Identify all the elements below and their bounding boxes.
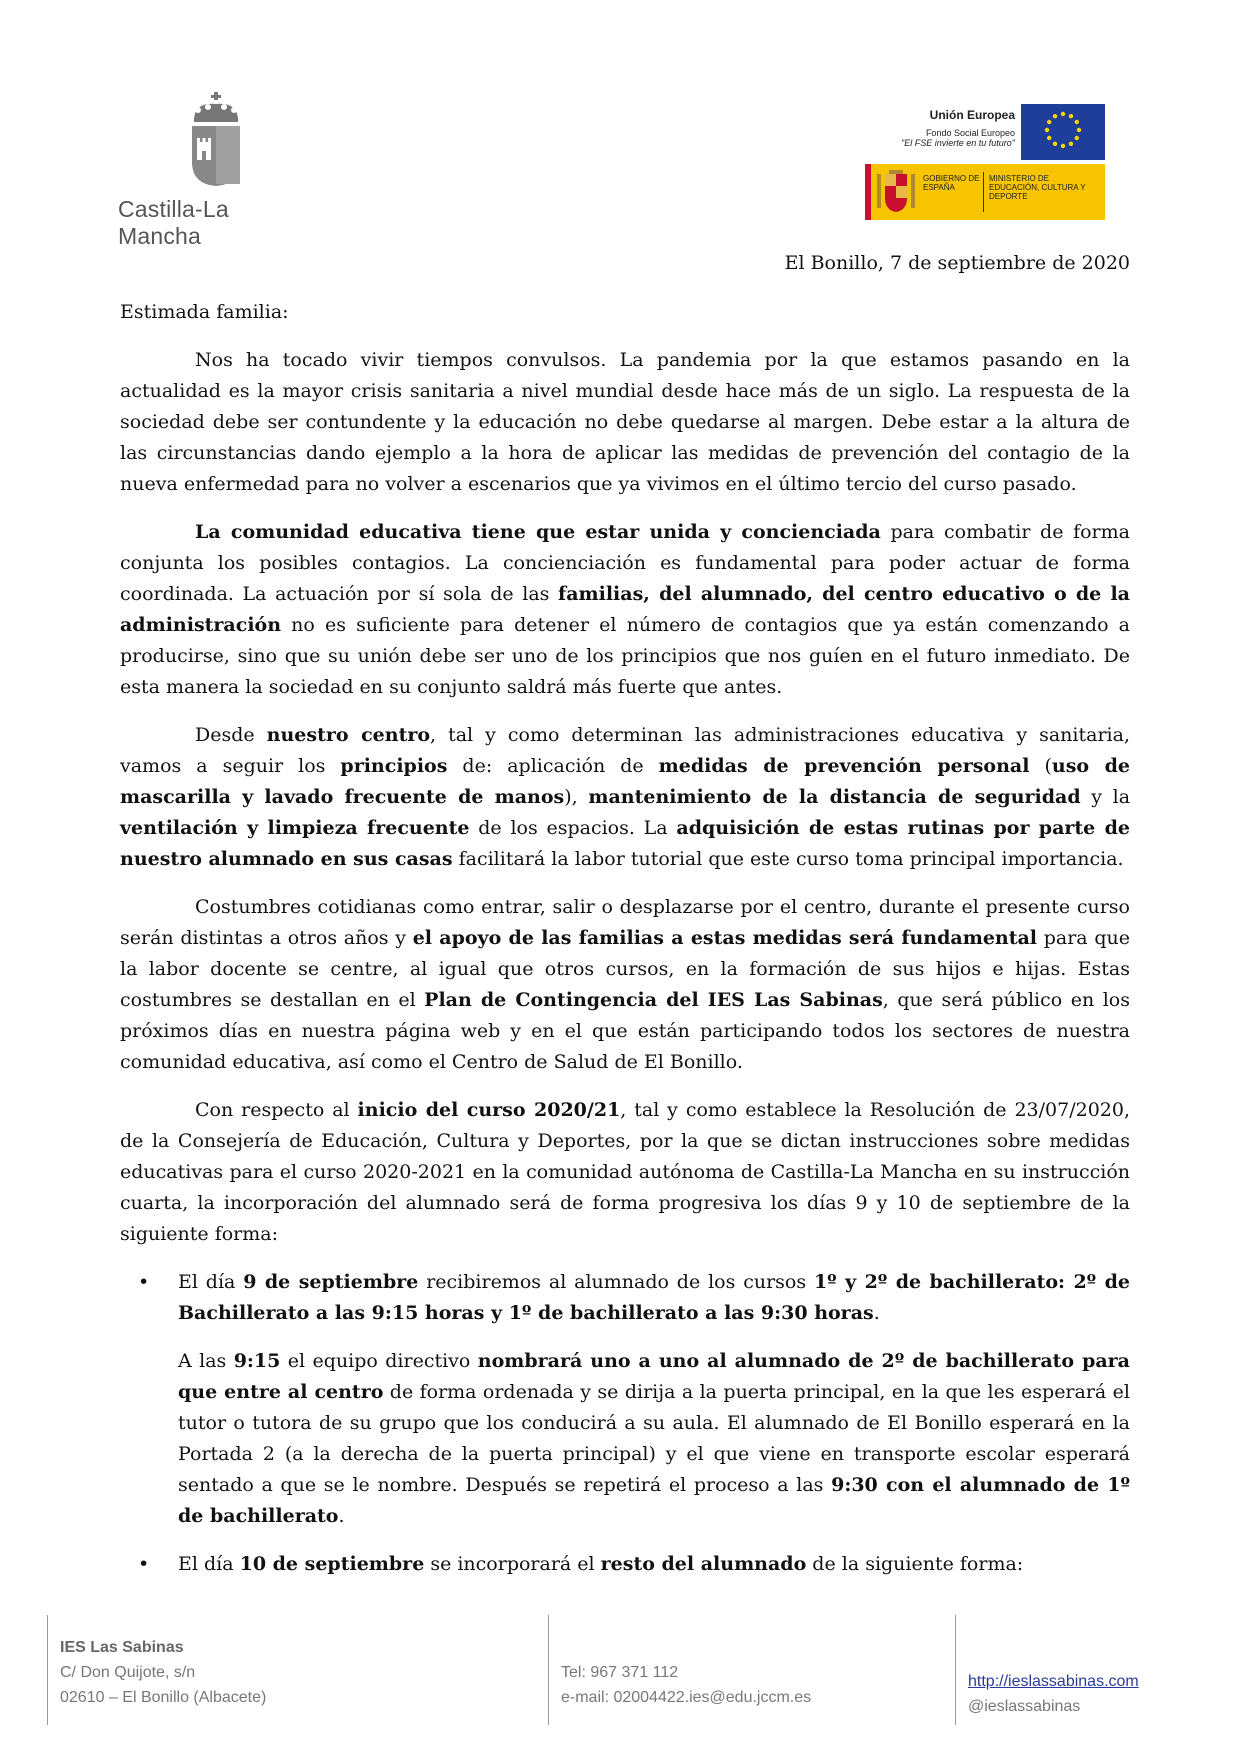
bullet-2-text: El día 10 de septiembre se incorporará el resto del alumnado de la siguiente forma: (178, 1553, 1024, 1575)
bullet-marker: • (138, 1553, 150, 1575)
letter-body (120, 297, 1130, 1597)
footer-school-name: IES Las Sabinas (60, 1639, 184, 1656)
paragraph-3: Desde nuestro centro, tal y como determinan las administraciones educativa y sanitaria, vamos a seguir los principios de: aplicación de medidas de prevención personal (uso de mascarilla y lavado frecuente de manos), mantenimiento de la distancia de seguridad y la ventilación y limpieza frecuente de los espacios. La adquisición de estas rutinas por parte de nuestro alumnado en sus casas facilitará la labor tutorial que este curso toma principal importancia. (120, 724, 1131, 870)
castilla-la-mancha-wordmark: Castilla-La Mancha (118, 196, 229, 249)
footer-social-handle: @ieslassabinas (968, 1698, 1081, 1715)
ministerio-text: MINISTERIO DE EDUCACIÓN, CULTURA Y DEPORTE (989, 174, 1086, 201)
eu-flag-icon (1021, 104, 1105, 160)
footer-web-block (955, 1615, 1208, 1725)
paragraph-4: Costumbres cotidianas como entrar, salir o desplazarse por el centro, durante el presente curso serán distintas a otros años y el apoyo de las familias a estas medidas será fundamental para que la labor docente se centre, al igual que otros cursos, en la formación de sus hijos e hijas. Estas costumbres se destallan en el Plan de Contingencia del IES Las Sabinas, que será público en los próximos días en nuestra página web y en el que están participando todos los sectores de nuestra comunidad educativa, así como el Centro de Salud de El Bonillo. (120, 896, 1130, 1073)
eu-funding-logos (865, 104, 1105, 220)
footer-phone: Tel: 967 371 112 (561, 1664, 679, 1681)
gobierno-divider (983, 172, 984, 212)
bullet-1-detail: A las 9:15 el equipo directivo nombrará uno a uno al alumnado de 2º de bachillerato para que entre al centro de forma ordenada y se dirija a la puerta principal, en la que les esperará el tutor o tutora de su grupo que los conducirá a su aula. El alumnado de El Bonillo esperará en la Portada 2 (a la derecha de la puerta principal) y el que viene en transporte escolar esperará sentado a que se le nombre. Después se repetirá el proceso a las 9:30 con el alumnado de 1º de bachillerato. (178, 1350, 1130, 1527)
bullet-marker: • (138, 1271, 150, 1293)
spain-coat-of-arms-icon (875, 170, 917, 214)
page-footer (0, 1615, 1241, 1735)
footer-email: e-mail: 02004422.ies@edu.jccm.es (561, 1689, 812, 1706)
gobierno-text: GOBIERNO DE ESPAÑA (923, 174, 980, 192)
castilla-la-mancha-logo (118, 92, 318, 249)
list-item (120, 1549, 1130, 1580)
eu-title: Unión Europea (929, 108, 1015, 122)
greeting: Estimada familia: (120, 301, 289, 323)
eu-text-block (865, 104, 1015, 160)
list-item (120, 1267, 1130, 1532)
castle-crest-icon (188, 92, 244, 188)
paragraph-2: La comunidad educativa tiene que estar unida y concienciada para combatir de forma conjunta los posibles contagios. La concienciación es fundamental para poder actuar de forma coordinada. La actuación por sí sola de las familias, del alumnado, del centro educativo o de la administración no es suficiente para detener el número de contagios que ya están comenzando a producirse, sino que su unión debe ser uno de los principios que nos guíen en el futuro inmediato. De esta manera la sociedad en su conjunto saldrá más fuerte que antes. (120, 521, 1130, 698)
eu-fund-name: Fondo Social Europeo (925, 128, 1015, 138)
paragraph-1: Nos ha tocado vivir tiempos convulsos. La pandemia por la que estamos pasando en la actualidad es la mayor crisis sanitaria a nivel mundial desde hace más de un siglo. La respuesta de la sociedad debe ser contundente y la educación no debe quedarse al margen. Debe estar a la altura de las circunstancias dando ejemplo a la hora de aplicar las medidas de prevención del contagio de la nueva enfermedad para no volver a escenarios que ya vivimos en el último tercio del curso pasado. (120, 349, 1130, 495)
footer-address-line-2: 02610 – El Bonillo (Albacete) (60, 1689, 267, 1706)
eu-motto: "El FSE invierte en tu futuro" (901, 138, 1015, 148)
footer-website-link[interactable]: http://ieslassabinas.com (968, 1673, 1139, 1690)
spain-flag-stripe (865, 164, 871, 220)
footer-contact-block (548, 1615, 961, 1725)
paragraph-5: Con respecto al inicio del curso 2020/21, tal y como establece la Resolución de 23/07/2020, de la Consejería de Educación, Cultura y Deportes, por la que se dictan instrucciones sobre medidas educativas para el curso 2020-2021 en la comunidad autónoma de Castilla-La Mancha en su instrucción cuarta, la incorporación del alumnado será de forma progresiva los días 9 y 10 de septiembre de la siguiente forma: (120, 1099, 1130, 1245)
letter-date: El Bonillo, 7 de septiembre de 2020 (784, 252, 1130, 274)
schedule-list (120, 1267, 1130, 1580)
gobierno-espana-banner (865, 164, 1105, 220)
footer-address-block (47, 1615, 530, 1725)
footer-address-line-1: C/ Don Quijote, s/n (60, 1664, 196, 1681)
bullet-1-text: El día 9 de septiembre recibiremos al alumnado de los cursos 1º y 2º de bachillerato: 2º de Bachillerato a las 9:15 horas y 1º de bachillerato a las 9:30 horas. (178, 1271, 1130, 1324)
